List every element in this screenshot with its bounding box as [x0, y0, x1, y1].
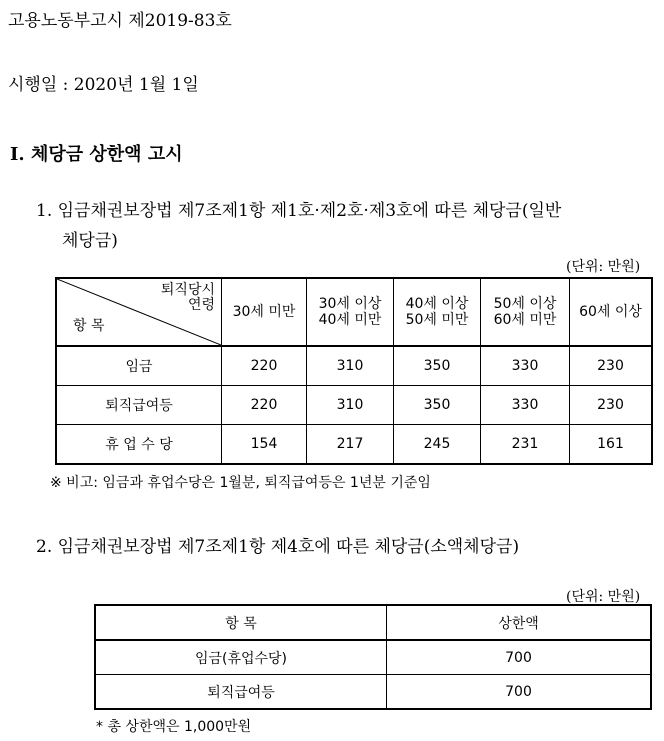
- table-cell: 230: [570, 386, 653, 425]
- row-label: 퇴직급여등: [56, 386, 222, 425]
- column-header: [222, 278, 307, 346]
- table-row: [95, 675, 651, 710]
- table-cell: 220: [222, 346, 307, 386]
- row-label: 휴 업 수 당: [56, 425, 222, 465]
- table-cell: 330: [481, 386, 570, 425]
- item2-unit: (단위: 만원): [566, 589, 641, 605]
- table-cell: 220: [222, 386, 307, 425]
- general-payment-table: [55, 277, 653, 465]
- column-header-line1: 30세 이상: [318, 296, 382, 312]
- row-label: 퇴직급여등: [95, 675, 387, 710]
- table-cell: 161: [570, 425, 653, 465]
- item1-heading-line2: 체당금): [62, 231, 118, 251]
- table-cell: 700: [387, 675, 652, 710]
- column-header: 상한액: [387, 605, 652, 640]
- item1-heading-line1: 1. 임금채권보장법 제7조제1항 제1호·제2호·제3호에 따른 체당금(일반: [36, 201, 562, 221]
- table-row: [56, 386, 652, 425]
- column-header: [481, 278, 570, 346]
- diagonal-header-cell: [56, 278, 222, 346]
- column-header-line2: 60세 미만: [493, 312, 557, 328]
- table-row: [95, 640, 651, 675]
- item1-remark: ※ 비고: 임금과 휴업수당은 1월분, 퇴직급여등은 1년분 기준임: [50, 475, 431, 491]
- table-cell: 154: [222, 425, 307, 465]
- column-header-line1: 50세 이상: [493, 296, 557, 312]
- column-header-line1: 30세 미만: [232, 304, 296, 320]
- item2-heading: 2. 임금채권보장법 제7조제1항 제4호에 따른 체당금(소액체당금): [36, 537, 520, 557]
- column-header-line2: 50세 미만: [405, 312, 469, 328]
- corner-top-line1: 퇴직당시: [160, 282, 215, 298]
- corner-top-line2: 연령: [187, 297, 215, 313]
- table-cell: 231: [481, 425, 570, 465]
- row-label: 임금(휴업수당): [95, 640, 387, 675]
- column-header: [307, 278, 394, 346]
- column-header-line1: 40세 이상: [405, 296, 469, 312]
- table-cell: 700: [387, 640, 652, 675]
- table-cell: 310: [307, 346, 394, 386]
- item-label: 항 목: [73, 318, 105, 334]
- column-header: 항 목: [95, 605, 387, 640]
- total-limit-note: * 총 상한액은 1,000만원: [96, 719, 252, 735]
- table-cell: 350: [394, 346, 481, 386]
- column-header-line1: 60세 이상: [579, 304, 642, 320]
- column-header-line2: 40세 미만: [318, 312, 382, 328]
- table-cell: 245: [394, 425, 481, 465]
- notice-number: 고용노동부고시 제2019-83호: [8, 11, 232, 31]
- item1-unit: (단위: 만원): [566, 259, 641, 275]
- table-header-row: [56, 278, 652, 346]
- row-label: 임금: [56, 346, 222, 386]
- small-payment-table: [94, 604, 652, 710]
- column-header: [570, 278, 653, 346]
- table-row: [56, 346, 652, 386]
- age-at-retirement-label: [161, 283, 215, 313]
- table-cell: 230: [570, 346, 653, 386]
- table-cell: 330: [481, 346, 570, 386]
- column-header: [394, 278, 481, 346]
- table-cell: 310: [307, 386, 394, 425]
- table-cell: 350: [394, 386, 481, 425]
- section-title: Ⅰ. 체당금 상한액 고시: [10, 144, 183, 165]
- effective-date: 시행일 : 2020년 1월 1일: [8, 75, 199, 95]
- table-row: [56, 425, 652, 465]
- table-cell: 217: [307, 425, 394, 465]
- table-header-row: [95, 605, 651, 640]
